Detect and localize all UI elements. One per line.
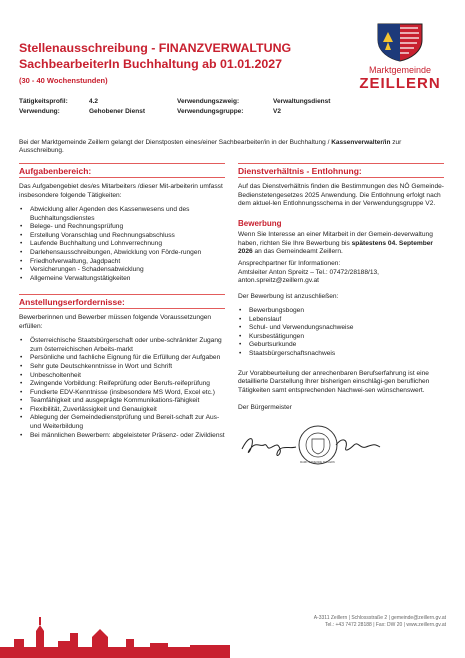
list-item: • Allgemeine Verwaltungstätigkeiten (19, 275, 225, 284)
tasks-heading: Aufgabenbereich: (19, 163, 225, 178)
seal-text: MARKTGEMEINDE ZEILLERN (300, 460, 335, 464)
documents-list (238, 307, 444, 358)
tasks-intro: Das Aufgabengebiet des/es Mitarbeiters /dieser Mit-arbeiterin umfasst insbesondere folgende Tätigkeiten: (19, 183, 223, 199)
intro-b: Kassenverwalter/in (331, 139, 391, 146)
application-heading: Bewerbung (238, 218, 282, 228)
signature-area (238, 423, 444, 465)
list-item: • Fundierte EDV-Kenntnisse (insbesondere MS Word, Excel etc.) (19, 389, 225, 398)
requirements-intro: Bewerberinnen und Bewerber müssen folgende Voraussetzungen erfüllen: (19, 314, 212, 330)
employment-heading: Dienstverhältnis - Entlohnung: (238, 163, 444, 178)
list-item: • Zwingende Vorbildung: Reifeprüfung oder Berufs-reifeprüfung (19, 380, 225, 389)
profile-value: 4.2 (89, 98, 99, 105)
list-item: • Bei männlichen Bewerbern: abgeleisteter Präsenz- oder Zivildienst (19, 432, 225, 441)
application-text (238, 231, 444, 257)
list-item: • Belege- und Rechnungsprüfung (19, 223, 225, 232)
intro-text (19, 139, 439, 156)
documents-intro: Der Bewerbung ist anzuschließen: (238, 292, 339, 300)
tasks-list (19, 206, 225, 283)
list-item: • Erstellung Voranschlag und Rechnungsabschluss (19, 232, 225, 241)
branch-label: Verwendungszweig: (177, 98, 240, 105)
footer-contact: Tel.: +43 7472 28188 | Fax: DW 20 | www.zeillern.gv.at (324, 622, 446, 629)
list-item: • Versicherungen - Schadensabwicklung (19, 266, 225, 275)
employment-text: Auf das Dienstverhältnis finden die Bestimmungen des NÖ Gemeinde-Bedienstetengesetzes 2025 Anwendung. Die Entlohnung erfolgt nach dem aktuel-len Entlohnungsschema in der Verwendungsgruppe V2. (238, 183, 444, 208)
mayor-label: Der Bürgermeister (238, 404, 292, 412)
list-item: • Ablegung der Gemeindedienstprüfung und Bereit-schaft zur Aus- und Weiterbildung (19, 414, 225, 431)
municipality-logo (352, 22, 448, 93)
list-item: • Darlehensausschreibungen, Abwicklung von Förde-rungen (19, 249, 225, 258)
requirements-heading: Anstellungserfordernisse: (19, 294, 225, 309)
list-item: • Kursbestätigungen (238, 333, 444, 342)
list-item: • Bewerbungsbogen (238, 307, 444, 316)
experience-note: Zur Vorabbeurteilung der anrechenbaren Berufserfahrung ist eine detaillierte Darstellung Ihrer bisherigen einschlägi-gen beruflichen Tätigkeiten samt entsprechenden Nachwei-sen wünschenswert. (238, 369, 430, 394)
intro-a: Bei der Marktgemeinde Zeillern gelangt der Dienstposten eines/einer Sachbearbeiter/in in der Buchhaltung / (19, 139, 330, 146)
deadline: spätestens 04. September 2026 (238, 239, 434, 256)
list-item: • Geburtsurkunde (238, 341, 444, 350)
contact-email[interactable]: anton.spreitz@zeillern.gv.at (238, 277, 319, 285)
list-item: • Unbescholtenheit (19, 372, 225, 381)
contact-person: Amtsleiter Anton Spreitz – Tel.: 07472/28188/13, (238, 268, 380, 276)
title-line-2: SachbearbeiterIn Buchhaltung ab 01.01.2027 (19, 57, 283, 72)
title-line-1: Stellenausschreibung - FINANZVERWALTUNG (19, 41, 292, 55)
contact-label: Ansprechpartner für Informationen: (238, 259, 341, 267)
group-value: V2 (273, 108, 281, 115)
list-item: • Staatsbürgerschaftsnachweis (238, 350, 444, 359)
list-item: • Flexibilität, Zuverlässigkeit und Genauigkeit (19, 406, 225, 415)
usage-label: Verwendung: (19, 108, 60, 115)
profile-label: Tätigkeitsprofil: (19, 98, 68, 105)
logo-zeillern: ZEILLERN (359, 75, 441, 93)
page-title (19, 40, 291, 72)
left-column (19, 163, 225, 444)
list-item: • Schul- und Verwendungsnachweise (238, 324, 444, 333)
logo-marktgemeinde: Marktgemeinde (368, 64, 432, 75)
group-label: Verwendungsgruppe: (177, 108, 244, 115)
list-item: • Österreichische Staatsbürgerschaft oder unbe-schränkter Zugang zum österreichischen Arbeits-markt (19, 337, 225, 354)
skyline-icon (0, 613, 230, 658)
list-item: • Lebenslauf (238, 316, 444, 325)
list-item: • Friedhofverwaltung, Jagdpacht (19, 258, 225, 267)
list-item: • Persönliche und fachliche Eignung für die Erfüllung der Aufgaben (19, 354, 225, 363)
list-item: • Laufende Buchhaltung und Lohnverrechnung (19, 240, 225, 249)
footer (314, 615, 446, 630)
hours-subtitle: (30 - 40 Wochenstunden) (19, 76, 108, 85)
application-c: an das Gemeindeamt Zeillern. (252, 248, 343, 256)
branch-value: Verwaltungsdienst (273, 98, 331, 105)
coat-of-arms-icon (376, 22, 424, 62)
requirements-list (19, 337, 225, 440)
list-item: • Teamfähigkeit und ausgeprägte Kommunikations-fähigkeit (19, 397, 225, 406)
footer-address: A-3311 Zeillern | Schlossstraße 2 | gemeinde@zeillern.gv.at (313, 615, 446, 621)
list-item: • Abwicklung aller Agenden des Kassenwesens und des Buchhaltungsdienstes (19, 206, 225, 223)
intro-c: zur Ausschreibung. (19, 139, 402, 155)
application-a: Wenn Sie Interesse an einer Mitarbeit in der Gemein-deverwaltung haben, richten Sie Ihre Bewerbung bis (238, 231, 433, 247)
usage-value: Gehobener Dienst (89, 108, 145, 115)
list-item: • Sehr gute Deutschkenntnisse in Wort und Schrift (19, 363, 225, 372)
right-column (238, 163, 444, 465)
